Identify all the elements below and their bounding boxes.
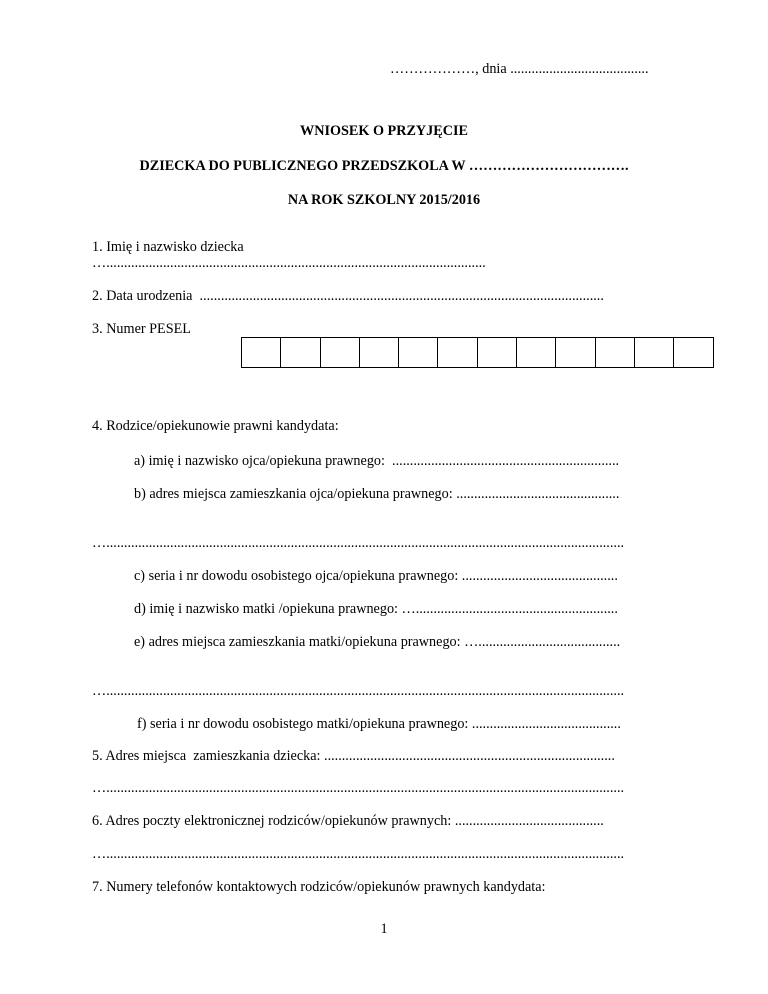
email-field: 6. Adres poczty elektronicznej rodziców/opiekunów prawnych: ..........................................	[92, 813, 604, 829]
pesel-digit-cell	[360, 337, 399, 368]
page-number: 1	[380, 921, 388, 937]
pesel-digit-cell	[596, 337, 635, 368]
pesel-digit-cell	[438, 337, 477, 368]
child-name-line: …...........................................................................................................	[92, 255, 486, 271]
pesel-digit-cell	[399, 337, 438, 368]
pesel-digit-cell	[281, 337, 320, 368]
pesel-grid	[241, 337, 714, 368]
child-address-field: 5. Adres miejsca zamieszkania dziecka: ..................................................................................	[92, 748, 615, 764]
title-line-3: NA ROK SZKOLNY 2015/2016	[287, 192, 481, 208]
mother-id-field: f) seria i nr dowodu osobistego matki/opiekuna prawnego: ..........................................	[137, 716, 621, 732]
mother-address-field: e) adres miejsca zamieszkania matki/opiekuna prawnego: …........................................	[134, 634, 621, 650]
father-address-continuation: …..................................................................................................................................................	[92, 535, 625, 551]
pesel-digit-cell	[242, 337, 281, 368]
pesel-digit-cell	[635, 337, 674, 368]
child-address-continuation: …..................................................................................................................................................	[92, 780, 625, 796]
parents-label: 4. Rodzice/opiekunowie prawni kandydata:	[92, 418, 339, 434]
pesel-label: 3. Numer PESEL	[92, 321, 191, 337]
father-address-field: b) adres miejsca zamieszkania ojca/opiekuna prawnego: ..............................................	[134, 486, 620, 502]
mother-name-field: d) imię i nazwisko matki /opiekuna prawnego: ….........................................................	[134, 601, 618, 617]
email-continuation: …..................................................................................................................................................	[92, 846, 625, 862]
title-line-1: WNIOSEK O PRZYJĘCIE	[300, 123, 468, 139]
place-date-line: ………………, dnia .......................................	[390, 61, 649, 77]
title-line-2: DZIECKA DO PUBLICZNEGO PRZEDSZKOLA W …………………………….	[139, 158, 629, 174]
pesel-digit-cell	[478, 337, 517, 368]
pesel-digit-cell	[517, 337, 556, 368]
mother-address-continuation: …..................................................................................................................................................	[92, 683, 625, 699]
father-name-field: a) imię i nazwisko ojca/opiekuna prawnego: ................................................................	[134, 453, 620, 469]
pesel-digit-cell	[321, 337, 360, 368]
phone-numbers-label: 7. Numery telefonów kontaktowych rodziców/opiekunów prawnych kandydata:	[92, 879, 546, 895]
pesel-digit-cell	[674, 337, 713, 368]
father-id-field: c) seria i nr dowodu osobistego ojca/opiekuna prawnego: ............................................	[134, 568, 618, 584]
birth-date-field: 2. Data urodzenia ..................................................................................................................	[92, 288, 604, 304]
pesel-digit-cell	[556, 337, 595, 368]
child-name-label: 1. Imię i nazwisko dziecka	[92, 239, 244, 255]
